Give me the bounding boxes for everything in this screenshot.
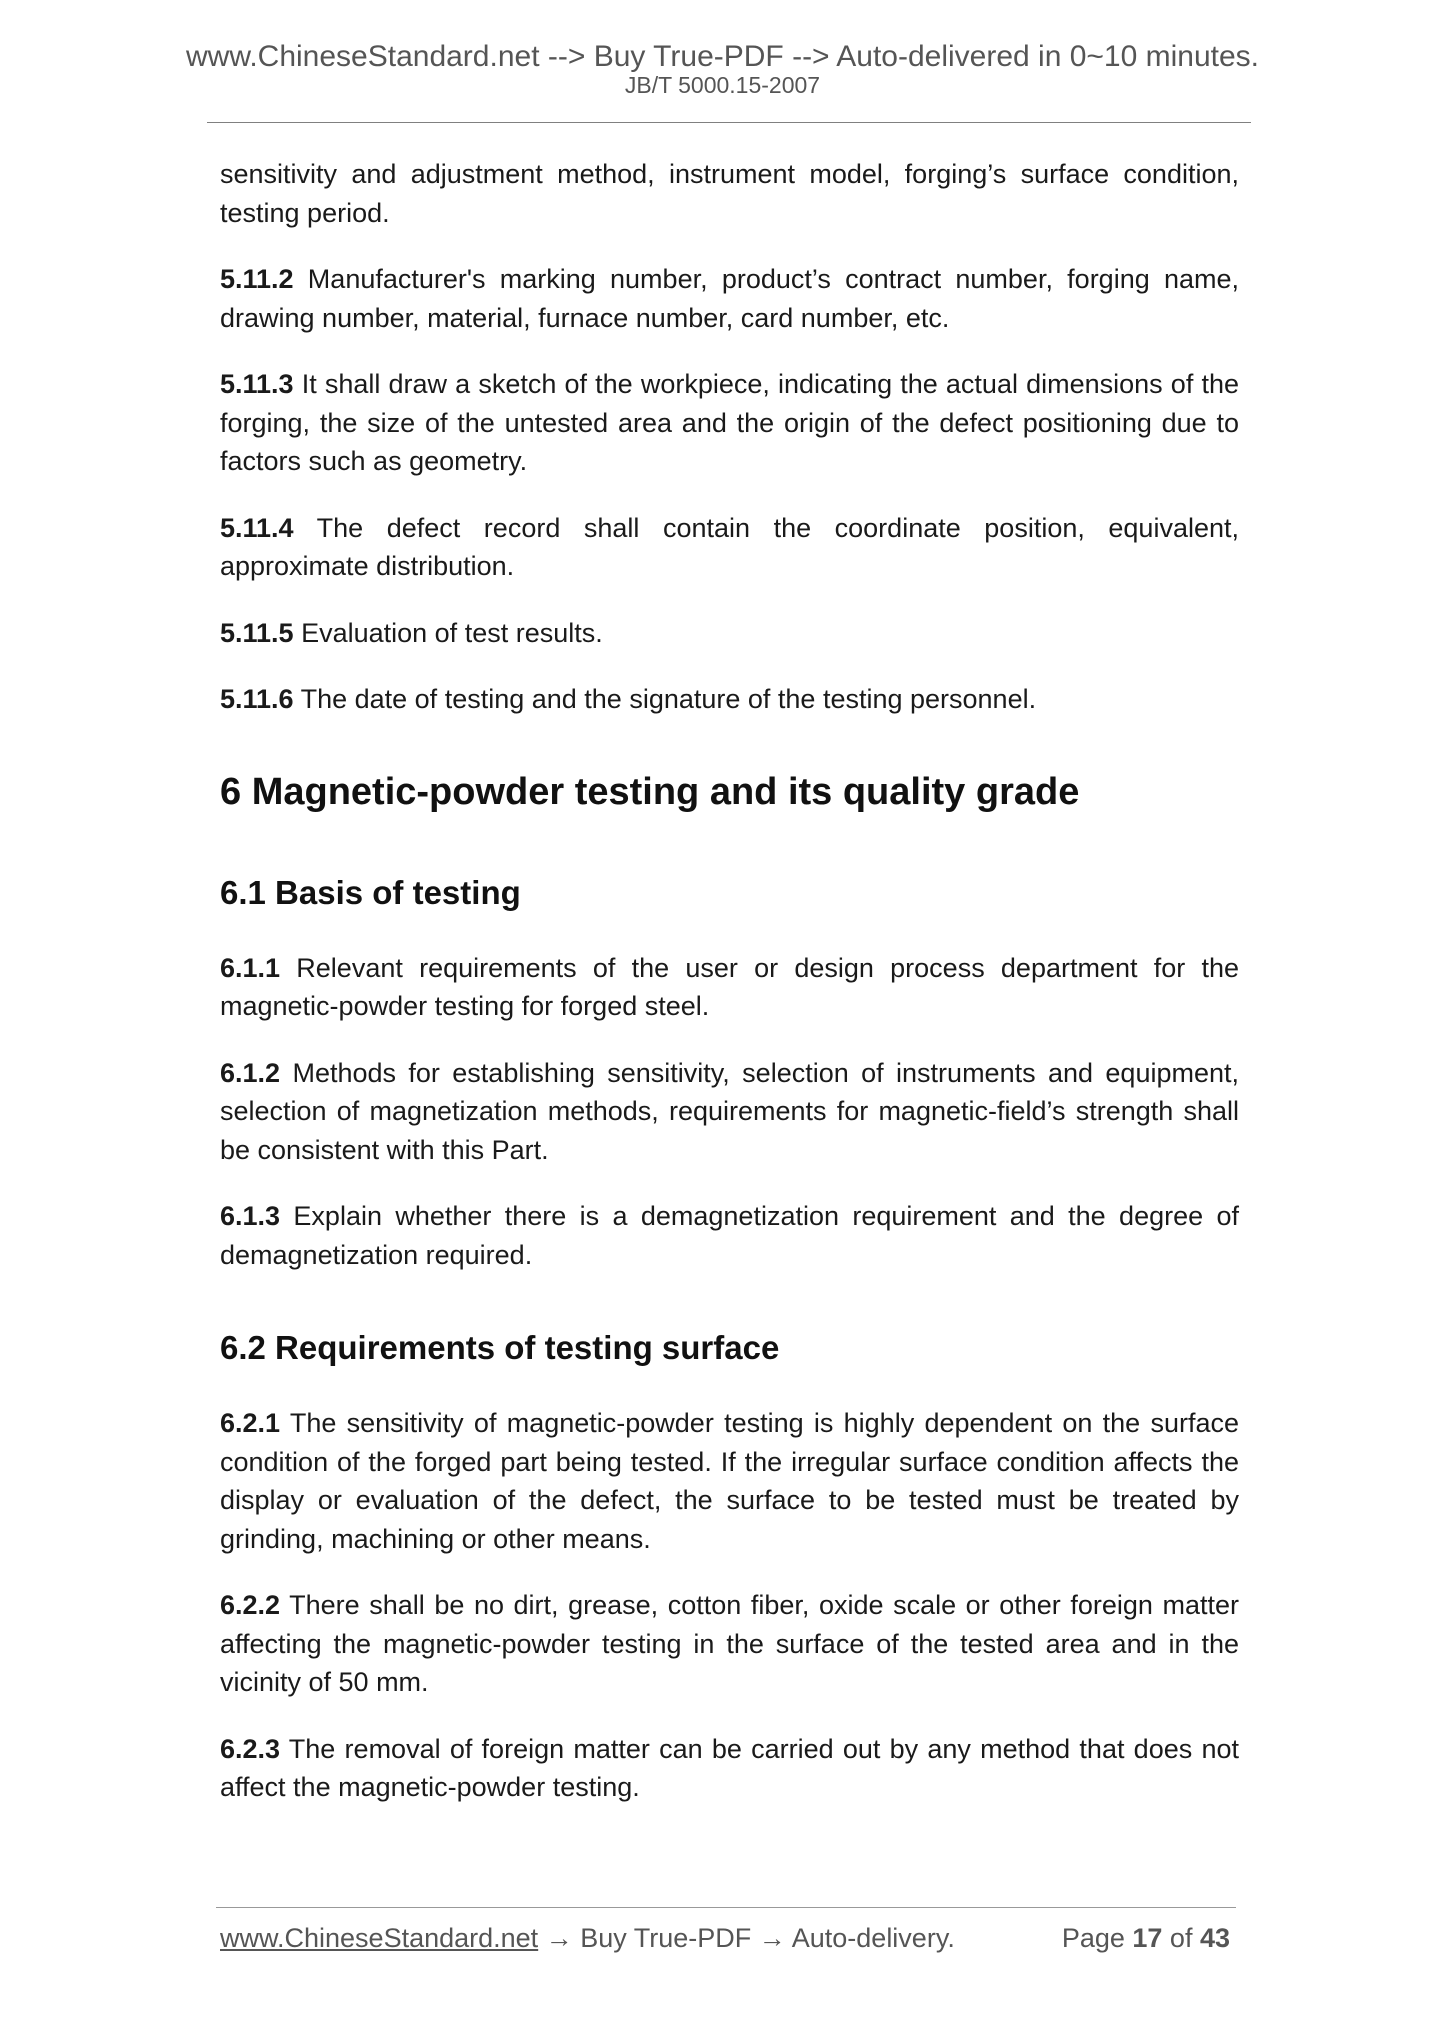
- clause-number: 6.1.3: [220, 1201, 281, 1231]
- clause-number: 6.2.2: [220, 1590, 281, 1620]
- footer-promo-text: → Buy True-PDF → Auto-delivery.: [538, 1923, 955, 1953]
- clause-number: 5.11.4: [220, 512, 294, 543]
- current-page-number: 17: [1132, 1923, 1163, 1953]
- clause-6-1-1: [220, 949, 1239, 1026]
- clause-number: 6.1.1: [220, 952, 281, 983]
- footer-divider: [216, 1907, 1236, 1908]
- section-heading-6: 6 Magnetic-powder testing and its quality grade: [220, 770, 1080, 813]
- clause-text: The sensitivity of magnetic-powder testing is highly dependent on the surface condition of the forged part being tested. If the irregular surface condition affects the display or evaluation of the defect, the surface to be tested must be treated by grinding, machining or other means.: [220, 1408, 1239, 1554]
- clause-text: There shall be no dirt, grease, cotton fiber, oxide scale or other foreign matter affecting the magnetic-powder testing in the surface of the tested area and in the vicinity of 50 mm.: [220, 1590, 1239, 1697]
- header-divider: [207, 122, 1251, 123]
- clause-6-2-3: [220, 1730, 1239, 1807]
- page-of-label: of: [1162, 1923, 1200, 1953]
- clause-text: The removal of foreign matter can be carried out by any method that does not affect the magnetic-powder testing.: [220, 1733, 1239, 1802]
- page-content: [220, 155, 1239, 1835]
- clause-5-11-6: [220, 680, 1239, 719]
- clause-6-2-1: [220, 1404, 1239, 1558]
- clause-number: 5.11.6: [220, 684, 294, 714]
- clause-6-1-3: [220, 1197, 1239, 1274]
- subsection-heading-6-1: 6.1 Basis of testing: [220, 873, 521, 911]
- clause-text: Explain whether there is a demagnetization requirement and the degree of demagnetization required.: [220, 1201, 1239, 1270]
- clause-text: Manufacturer's marking number, product’s contract number, forging name, drawing number, material, furnace number, card number, etc.: [220, 264, 1239, 333]
- clause-number: 5.11.5: [220, 617, 294, 648]
- clause-6-1-2: [220, 1054, 1239, 1170]
- clause-text: It shall draw a sketch of the workpiece, indicating the actual dimensions of the forging, the size of the untested area and the origin of the defect positioning due to factors such as geometry.: [220, 369, 1239, 476]
- clause-number: 5.11.2: [220, 264, 294, 294]
- clause-text: Methods for establishing sensitivity, selection of instruments and equipment, selection of magnetization methods, requirements for magnetic-field’s strength shall be consistent with this Part.: [220, 1057, 1239, 1165]
- clause-text: The defect record shall contain the coordinate position, equivalent, approximate distribution.: [220, 512, 1239, 581]
- clause-5-11-4: [220, 509, 1239, 586]
- header-banner: www.ChineseStandard.net --> Buy True-PDF --> Auto-delivered in 0~10 minutes.: [185, 40, 1260, 73]
- paragraph-continuation: [220, 155, 1239, 232]
- clause-number: 6.2.3: [220, 1733, 281, 1764]
- clause-5-11-3: [220, 365, 1239, 481]
- page-label: Page: [1061, 1923, 1133, 1953]
- clause-5-11-5: [220, 614, 1239, 653]
- footer-website-link[interactable]: www.ChineseStandard.net: [220, 1923, 539, 1953]
- document-code: JB/T 5000.15-2007: [624, 72, 821, 98]
- page-indicator: [1062, 1920, 1230, 1956]
- paragraph-text: sensitivity and adjustment method, instrument model, forging’s surface condition, testing period.: [220, 159, 1239, 228]
- footer-promo: [220, 1920, 955, 1956]
- page-footer: [220, 1920, 1230, 1960]
- clause-text: Relevant requirements of the user or design process department for the magnetic-powder testing for forged steel.: [220, 952, 1239, 1021]
- total-page-count: 43: [1199, 1923, 1230, 1953]
- clause-number: 5.11.3: [220, 369, 294, 399]
- clause-5-11-2: [220, 260, 1239, 337]
- subsection-heading-6-2: 6.2 Requirements of testing surface: [220, 1329, 780, 1366]
- clause-text: Evaluation of test results.: [293, 617, 603, 648]
- clause-number: 6.1.2: [220, 1057, 281, 1088]
- clause-6-2-2: [220, 1586, 1239, 1702]
- clause-number: 6.2.1: [220, 1408, 281, 1438]
- clause-text: The date of testing and the signature of the testing personnel.: [293, 684, 1037, 714]
